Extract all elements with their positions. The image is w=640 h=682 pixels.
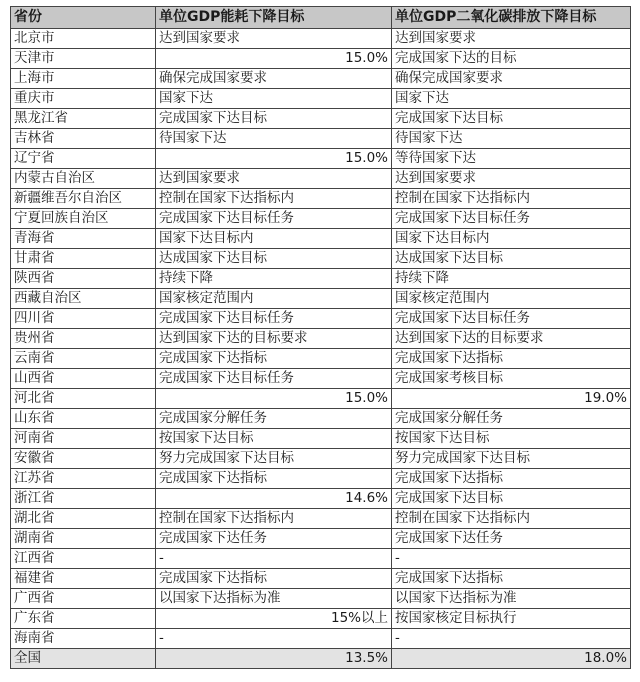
table-row — [11, 169, 631, 189]
table-row — [11, 109, 631, 129]
table-row — [11, 549, 631, 569]
province-cell: 浙江省 — [11, 489, 156, 509]
energy-target-cell: 持续下降 — [156, 269, 392, 289]
table-container — [10, 6, 630, 669]
province-cell: 广西省 — [11, 589, 156, 609]
carbon-target-cell: 19.0% — [392, 389, 631, 409]
energy-target-cell: 控制在国家下达指标内 — [156, 509, 392, 529]
table-row — [11, 589, 631, 609]
province-cell: 江西省 — [11, 549, 156, 569]
province-cell: 辽宁省 — [11, 149, 156, 169]
energy-target-cell: 完成国家下达目标任务 — [156, 309, 392, 329]
table-row — [11, 449, 631, 469]
energy-target-cell: 完成国家下达目标任务 — [156, 369, 392, 389]
province-cell: 宁夏回族自治区 — [11, 209, 156, 229]
table-row — [11, 409, 631, 429]
province-cell: 福建省 — [11, 569, 156, 589]
carbon-target-cell: 完成国家下达目标任务 — [392, 209, 631, 229]
province-cell: 江苏省 — [11, 469, 156, 489]
carbon-target-cell: 待国家下达 — [392, 129, 631, 149]
energy-target-cell: 国家下达目标内 — [156, 229, 392, 249]
carbon-target-cell: 国家核定范围内 — [392, 289, 631, 309]
energy-target-cell: 15%以上 — [156, 609, 392, 629]
energy-target-cell: 完成国家下达指标 — [156, 569, 392, 589]
energy-target-cell: 达成国家下达目标 — [156, 249, 392, 269]
energy-target-cell: 完成国家下达目标任务 — [156, 209, 392, 229]
header-energy-target: 单位GDP能耗下降目标 — [156, 7, 392, 29]
province-cell: 山西省 — [11, 369, 156, 389]
province-cell: 吉林省 — [11, 129, 156, 149]
province-cell: 四川省 — [11, 309, 156, 329]
carbon-target-cell: 完成国家下达指标 — [392, 569, 631, 589]
total-row — [11, 649, 631, 669]
table-row — [11, 289, 631, 309]
province-cell: 湖北省 — [11, 509, 156, 529]
province-cell: 内蒙古自治区 — [11, 169, 156, 189]
energy-target-cell: 完成国家下达指标 — [156, 469, 392, 489]
table-row — [11, 49, 631, 69]
carbon-target-cell: 以国家下达指标为准 — [392, 589, 631, 609]
energy-target-cell: 达到国家要求 — [156, 29, 392, 49]
table-row — [11, 489, 631, 509]
table-row — [11, 329, 631, 349]
province-cell: 新疆维吾尔自治区 — [11, 189, 156, 209]
table-row — [11, 629, 631, 649]
carbon-target-cell: 确保完成国家要求 — [392, 69, 631, 89]
carbon-target-cell: - — [392, 549, 631, 569]
province-cell: 重庆市 — [11, 89, 156, 109]
energy-target-cell: 13.5% — [156, 649, 392, 669]
carbon-target-cell: 持续下降 — [392, 269, 631, 289]
carbon-target-cell: 完成国家下达任务 — [392, 529, 631, 549]
energy-target-cell: 按国家下达目标 — [156, 429, 392, 449]
table-row — [11, 269, 631, 289]
province-cell: 河南省 — [11, 429, 156, 449]
province-cell: 云南省 — [11, 349, 156, 369]
table-row — [11, 189, 631, 209]
table-row — [11, 609, 631, 629]
energy-target-cell: 国家核定范围内 — [156, 289, 392, 309]
carbon-target-cell: 18.0% — [392, 649, 631, 669]
table-row — [11, 469, 631, 489]
carbon-target-cell: 国家下达目标内 — [392, 229, 631, 249]
table-row — [11, 369, 631, 389]
table-row — [11, 69, 631, 89]
table-row — [11, 509, 631, 529]
energy-target-cell: 待国家下达 — [156, 129, 392, 149]
energy-target-cell: 控制在国家下达指标内 — [156, 189, 392, 209]
energy-target-cell: 确保完成国家要求 — [156, 69, 392, 89]
table-row — [11, 209, 631, 229]
table-row — [11, 309, 631, 329]
energy-target-cell: 15.0% — [156, 49, 392, 69]
carbon-target-cell: 完成国家下达指标 — [392, 349, 631, 369]
table-row — [11, 29, 631, 49]
carbon-target-cell: 控制在国家下达指标内 — [392, 509, 631, 529]
energy-target-cell: 14.6% — [156, 489, 392, 509]
energy-target-cell: 达到国家要求 — [156, 169, 392, 189]
energy-target-cell: 完成国家下达任务 — [156, 529, 392, 549]
province-cell: 全国 — [11, 649, 156, 669]
table-row — [11, 389, 631, 409]
carbon-target-cell: 控制在国家下达指标内 — [392, 189, 631, 209]
province-cell: 青海省 — [11, 229, 156, 249]
province-cell: 北京市 — [11, 29, 156, 49]
carbon-target-cell: 按国家下达目标 — [392, 429, 631, 449]
table-row — [11, 429, 631, 449]
province-cell: 海南省 — [11, 629, 156, 649]
province-cell: 黑龙江省 — [11, 109, 156, 129]
energy-target-cell: 以国家下达指标为准 — [156, 589, 392, 609]
carbon-target-cell: 完成国家下达目标 — [392, 489, 631, 509]
carbon-target-cell: 达成国家下达目标 — [392, 249, 631, 269]
carbon-target-cell: 完成国家考核目标 — [392, 369, 631, 389]
carbon-target-cell: 国家下达 — [392, 89, 631, 109]
energy-target-cell: 15.0% — [156, 389, 392, 409]
carbon-target-cell: - — [392, 629, 631, 649]
energy-target-cell: 15.0% — [156, 149, 392, 169]
province-cell: 甘肃省 — [11, 249, 156, 269]
energy-target-cell: 达到国家下达的目标要求 — [156, 329, 392, 349]
table-row — [11, 529, 631, 549]
province-cell: 上海市 — [11, 69, 156, 89]
energy-target-cell: 国家下达 — [156, 89, 392, 109]
province-cell: 天津市 — [11, 49, 156, 69]
carbon-target-cell: 完成国家下达的目标 — [392, 49, 631, 69]
carbon-target-cell: 达到国家要求 — [392, 29, 631, 49]
table-row — [11, 569, 631, 589]
header-province: 省份 — [11, 7, 156, 29]
energy-target-cell: 努力完成国家下达目标 — [156, 449, 392, 469]
province-cell: 湖南省 — [11, 529, 156, 549]
carbon-target-cell: 完成国家下达指标 — [392, 469, 631, 489]
energy-target-cell: 完成国家下达目标 — [156, 109, 392, 129]
carbon-target-cell: 完成国家分解任务 — [392, 409, 631, 429]
province-cell: 西藏自治区 — [11, 289, 156, 309]
table-row — [11, 229, 631, 249]
targets-table — [10, 6, 631, 669]
carbon-target-cell: 按国家核定目标执行 — [392, 609, 631, 629]
table-row — [11, 89, 631, 109]
carbon-target-cell: 努力完成国家下达目标 — [392, 449, 631, 469]
province-cell: 陕西省 — [11, 269, 156, 289]
province-cell: 安徽省 — [11, 449, 156, 469]
energy-target-cell: - — [156, 629, 392, 649]
province-cell: 贵州省 — [11, 329, 156, 349]
province-cell: 广东省 — [11, 609, 156, 629]
table-row — [11, 129, 631, 149]
header-row — [11, 7, 631, 29]
energy-target-cell: 完成国家分解任务 — [156, 409, 392, 429]
carbon-target-cell: 完成国家下达目标 — [392, 109, 631, 129]
carbon-target-cell: 等待国家下达 — [392, 149, 631, 169]
province-cell: 河北省 — [11, 389, 156, 409]
table-body — [11, 29, 631, 669]
carbon-target-cell: 完成国家下达目标任务 — [392, 309, 631, 329]
table-row — [11, 349, 631, 369]
province-cell: 山东省 — [11, 409, 156, 429]
header-carbon-target: 单位GDP二氧化碳排放下降目标 — [392, 7, 631, 29]
carbon-target-cell: 达到国家要求 — [392, 169, 631, 189]
table-row — [11, 149, 631, 169]
energy-target-cell: 完成国家下达指标 — [156, 349, 392, 369]
table-row — [11, 249, 631, 269]
carbon-target-cell: 达到国家下达的目标要求 — [392, 329, 631, 349]
energy-target-cell: - — [156, 549, 392, 569]
